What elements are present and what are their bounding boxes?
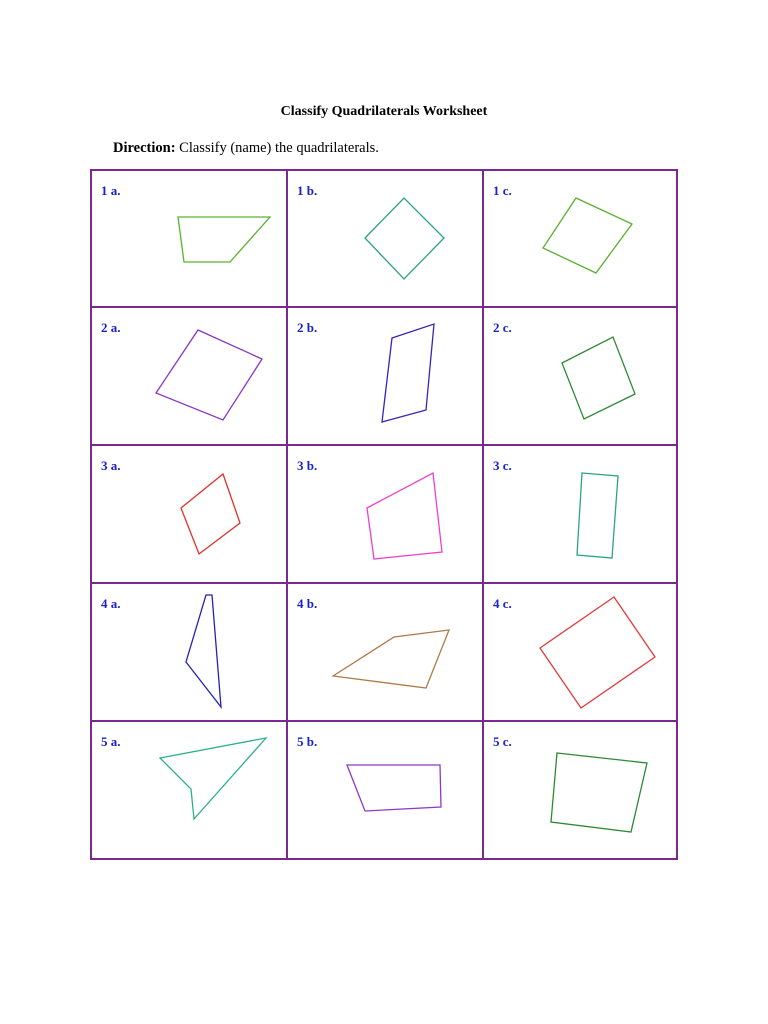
problem-label: 4 a.: [101, 596, 121, 611]
worksheet-cell: [92, 171, 288, 308]
worksheet-cell: [484, 446, 678, 584]
worksheet-cell: [288, 446, 484, 584]
problem-label: 2 a.: [101, 320, 121, 335]
quadrilateral-figure: [288, 584, 482, 720]
quadrilateral-outline: [181, 474, 240, 554]
quadrilateral-outline: [367, 473, 442, 559]
quadrilateral-outline: [577, 473, 618, 558]
quadrilateral-figure: [288, 171, 482, 307]
quadrilateral-figure: [92, 308, 286, 444]
worksheet-cell: [288, 722, 484, 860]
worksheet-cell: [288, 584, 484, 722]
quadrilateral-figure: [92, 584, 286, 720]
worksheet-cell: [92, 446, 288, 584]
quadrilateral-figure: [288, 308, 482, 444]
problem-label: 1 c.: [493, 183, 512, 198]
problem-label: 3 b.: [297, 458, 318, 473]
worksheet-cell: [484, 584, 678, 722]
quadrilateral-outline: [333, 630, 449, 688]
direction-label: Direction:: [113, 140, 176, 156]
quadrilateral-figure: [92, 171, 286, 307]
quadrilateral-outline: [160, 738, 266, 819]
quadrilateral-outline: [551, 753, 647, 832]
worksheet-cell: [92, 584, 288, 722]
worksheet-cell: [288, 171, 484, 308]
quadrilateral-outline: [347, 765, 441, 811]
problem-label: 1 b.: [297, 183, 318, 198]
quadrilateral-outline: [156, 330, 262, 420]
quadrilateral-outline: [186, 595, 221, 707]
quadrilateral-figure: [288, 722, 482, 858]
quadrilateral-figure: [484, 308, 678, 444]
problem-label: 5 b.: [297, 734, 318, 749]
problem-label: 4 c.: [493, 596, 512, 611]
worksheet-cell: [288, 308, 484, 446]
direction-text: Classify (name) the quadrilaterals.: [175, 140, 379, 156]
direction-line: [113, 140, 379, 157]
quadrilateral-outline: [540, 597, 655, 708]
problem-label: 2 c.: [493, 320, 512, 335]
quadrilateral-outline: [382, 324, 434, 422]
quadrilateral-grid: [90, 169, 678, 860]
problem-label: 3 a.: [101, 458, 121, 473]
quadrilateral-figure: [92, 722, 286, 858]
problem-label: 3 c.: [493, 458, 512, 473]
problem-label: 5 c.: [493, 734, 512, 749]
page-title: Classify Quadrilaterals Worksheet: [280, 104, 488, 119]
problem-label: 4 b.: [297, 596, 318, 611]
quadrilateral-figure: [484, 171, 678, 307]
quadrilateral-figure: [288, 446, 482, 582]
quadrilateral-figure: [484, 722, 678, 858]
worksheet-cell: [92, 308, 288, 446]
quadrilateral-outline: [562, 337, 635, 419]
worksheet-cell: [92, 722, 288, 860]
quadrilateral-outline: [543, 198, 632, 273]
quadrilateral-outline: [178, 217, 270, 262]
worksheet-cell: [484, 308, 678, 446]
quadrilateral-outline: [365, 198, 444, 279]
problem-label: 2 b.: [297, 320, 318, 335]
problem-label: 5 a.: [101, 734, 121, 749]
worksheet-cell: [484, 171, 678, 308]
problem-label: 1 a.: [101, 183, 121, 198]
quadrilateral-figure: [92, 446, 286, 582]
worksheet-cell: [484, 722, 678, 860]
quadrilateral-figure: [484, 446, 678, 582]
quadrilateral-figure: [484, 584, 678, 720]
